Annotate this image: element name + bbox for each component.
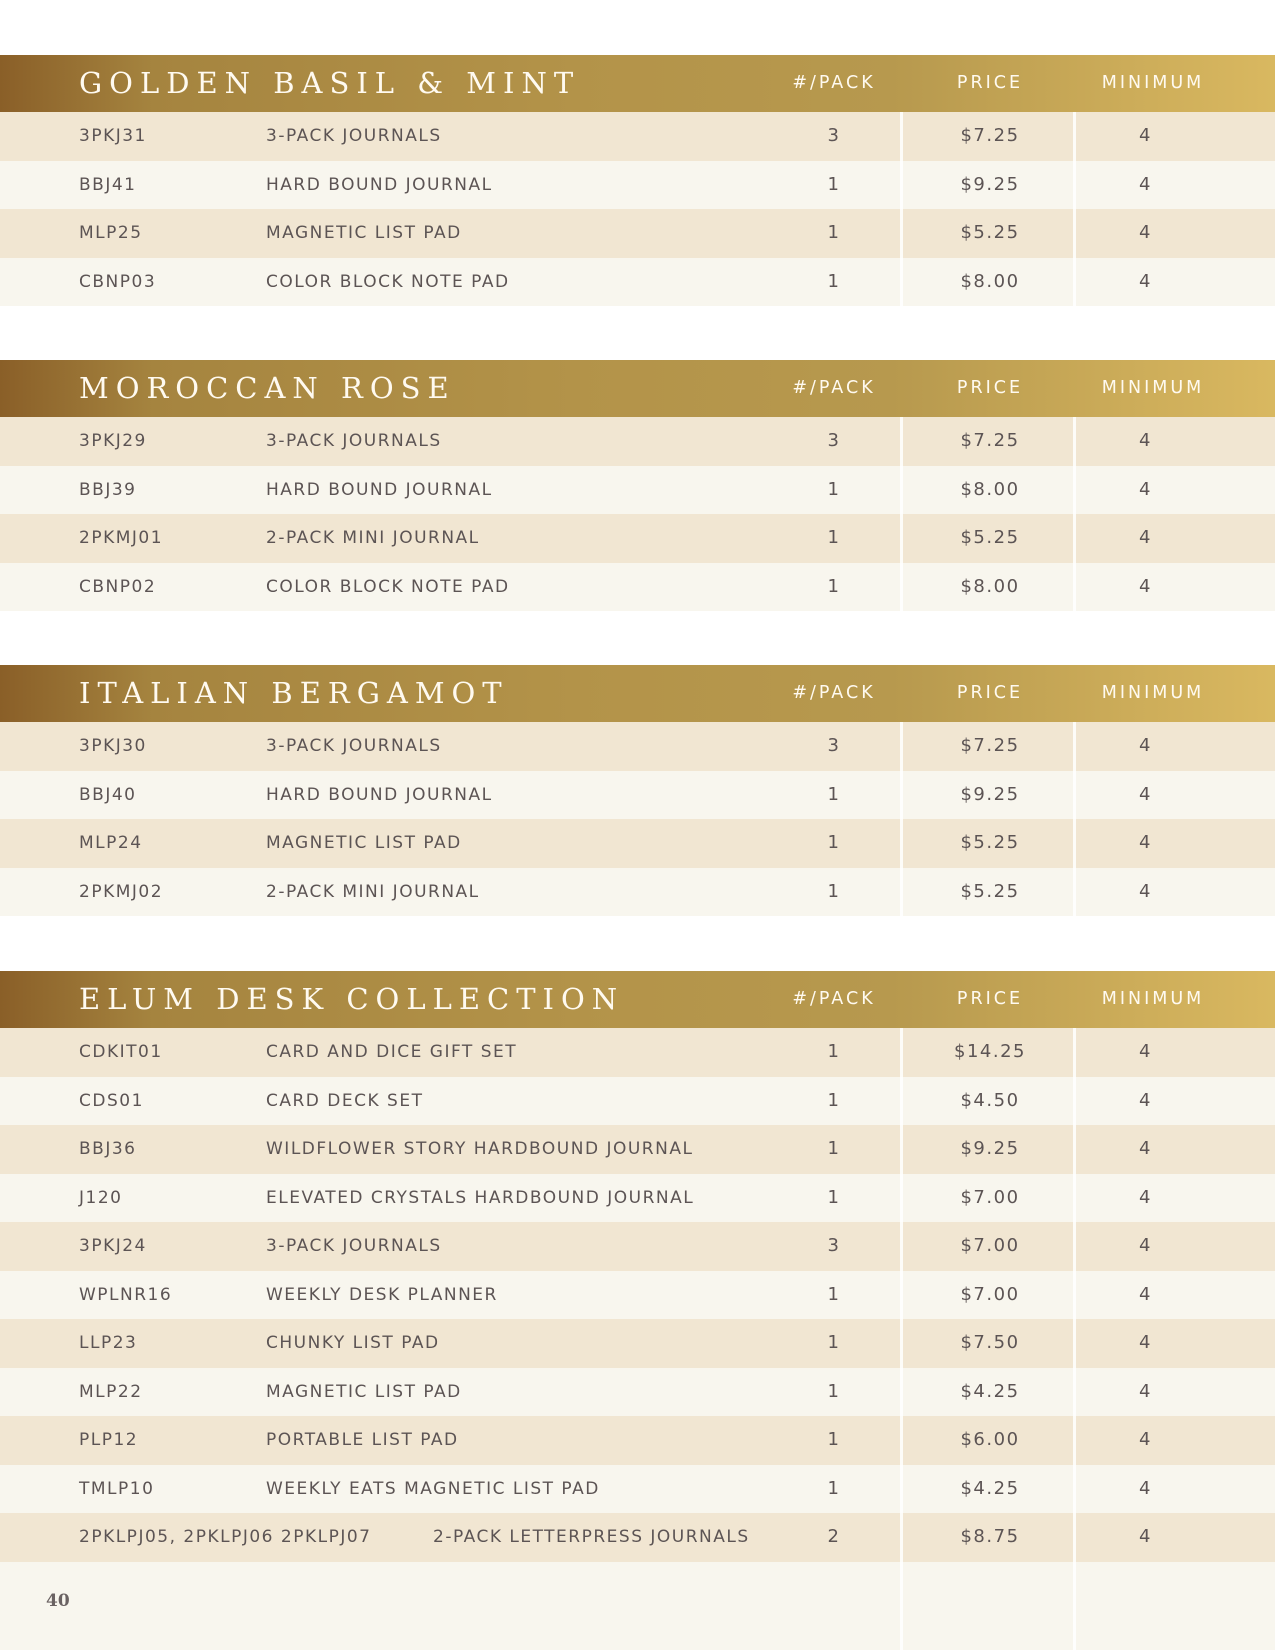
item-code: 2PKMJ01 <box>79 528 164 548</box>
column-divider <box>1073 1562 1076 1650</box>
column-divider <box>1073 112 1076 161</box>
item-code: 3PKJ29 <box>79 431 147 451</box>
column-divider <box>900 722 903 771</box>
item-minimum: 4 <box>1139 735 1152 756</box>
item-price: $9.25 <box>960 173 1020 195</box>
column-divider <box>1073 514 1076 563</box>
item-description: COLOR BLOCK NOTE PAD <box>266 576 510 597</box>
item-minimum: 4 <box>1139 1429 1152 1450</box>
item-price: $4.25 <box>960 1477 1020 1499</box>
item-price: $14.25 <box>954 1041 1026 1062</box>
item-pack: 1 <box>827 1138 841 1159</box>
table-row <box>0 1125 1275 1174</box>
item-minimum: 4 <box>1139 1186 1152 1208</box>
item-pack: 1 <box>827 880 841 902</box>
item-pack: 1 <box>827 1041 841 1062</box>
item-minimum: 4 <box>1139 832 1152 853</box>
table-row <box>0 1222 1275 1271</box>
item-description: 2-PACK MINI JOURNAL <box>266 881 480 902</box>
item-code: CBNP02 <box>79 576 157 597</box>
item-description: CHUNKY LIST PAD <box>266 1333 440 1353</box>
column-divider <box>1073 1174 1076 1223</box>
item-minimum: 4 <box>1139 1526 1152 1547</box>
column-divider <box>900 1368 903 1417</box>
item-minimum: 4 <box>1139 173 1152 195</box>
table-row <box>0 466 1275 515</box>
item-price: $7.00 <box>960 1235 1020 1256</box>
section-header <box>0 971 1275 1028</box>
column-header-pack: #/PACK <box>792 378 876 398</box>
item-description: 3-PACK JOURNALS <box>266 431 442 451</box>
item-description: PORTABLE LIST PAD <box>266 1430 459 1450</box>
column-divider <box>1073 1319 1076 1368</box>
item-code: BBJ40 <box>79 784 137 805</box>
column-divider <box>1073 819 1076 868</box>
item-price: $7.25 <box>960 430 1020 451</box>
column-divider <box>1073 1271 1076 1320</box>
item-pack: 1 <box>827 1332 841 1353</box>
table-row <box>0 1416 1275 1465</box>
column-header-minimum: MINIMUM <box>1101 989 1205 1009</box>
column-divider <box>900 209 903 258</box>
column-divider <box>1073 1368 1076 1417</box>
column-divider <box>1073 771 1076 820</box>
item-description: CARD AND DICE GIFT SET <box>266 1042 518 1062</box>
item-price: $6.00 <box>960 1429 1020 1450</box>
column-divider <box>1073 722 1076 771</box>
item-code: BBJ41 <box>79 174 137 195</box>
table-row <box>0 1319 1275 1368</box>
item-pack: 1 <box>827 222 841 243</box>
table-row <box>0 819 1275 868</box>
column-divider <box>900 1319 903 1368</box>
section-header <box>0 55 1275 112</box>
item-description: HARD BOUND JOURNAL <box>266 784 493 805</box>
item-pack: 3 <box>827 735 841 756</box>
column-divider <box>900 1271 903 1320</box>
item-description: MAGNETIC LIST PAD <box>266 223 462 243</box>
item-code: J120 <box>79 1187 123 1208</box>
item-minimum: 4 <box>1139 222 1152 243</box>
item-minimum: 4 <box>1139 1041 1152 1062</box>
section-header <box>0 665 1275 722</box>
item-minimum: 4 <box>1139 527 1152 548</box>
column-divider <box>1073 417 1076 466</box>
section-header <box>0 360 1275 417</box>
item-code: 2PKMJ02 <box>79 881 164 902</box>
item-code: 3PKJ30 <box>79 736 147 756</box>
column-divider <box>900 868 903 917</box>
item-code: 3PKJ31 <box>79 126 147 146</box>
table-row <box>0 417 1275 466</box>
item-description: 3-PACK JOURNALS <box>266 1236 442 1256</box>
column-divider <box>1073 563 1076 612</box>
table-row <box>0 771 1275 820</box>
column-divider <box>900 1174 903 1223</box>
table-row <box>0 112 1275 161</box>
item-minimum: 4 <box>1139 1235 1152 1256</box>
item-minimum: 4 <box>1139 1283 1152 1305</box>
item-description: WILDFLOWER STORY HARDBOUND JOURNAL <box>266 1139 694 1159</box>
item-pack: 1 <box>827 1283 841 1305</box>
item-pack: 3 <box>827 1235 841 1256</box>
item-price: $5.25 <box>960 222 1020 243</box>
section-title: ITALIAN BERGAMOT <box>79 676 509 710</box>
item-code: MLP22 <box>79 1381 143 1402</box>
item-minimum: 4 <box>1139 783 1152 805</box>
section-moroccan-rose <box>0 360 1275 611</box>
item-price: $8.75 <box>960 1526 1020 1547</box>
table-row <box>0 1028 1275 1077</box>
column-header-pack: #/PACK <box>792 989 876 1009</box>
item-minimum: 4 <box>1139 125 1152 146</box>
column-header-pack: #/PACK <box>792 683 876 703</box>
item-code: CDS01 <box>79 1090 144 1111</box>
item-description: MAGNETIC LIST PAD <box>266 833 462 853</box>
column-divider <box>1073 868 1076 917</box>
item-description: 3-PACK JOURNALS <box>266 126 442 146</box>
column-header-price: PRICE <box>956 378 1024 398</box>
column-divider <box>900 514 903 563</box>
item-price: $8.00 <box>960 270 1020 292</box>
column-divider <box>900 1125 903 1174</box>
item-pack: 1 <box>827 1089 841 1111</box>
column-divider <box>900 466 903 515</box>
item-description: MAGNETIC LIST PAD <box>266 1381 462 1402</box>
item-pack: 1 <box>827 1429 841 1450</box>
column-divider <box>1073 1077 1076 1126</box>
item-code: MLP25 <box>79 223 143 243</box>
item-price: $7.00 <box>960 1186 1020 1208</box>
table-row <box>0 1174 1275 1223</box>
item-price: $7.50 <box>960 1332 1020 1353</box>
item-pack: 1 <box>827 575 841 597</box>
column-divider <box>900 1028 903 1077</box>
item-minimum: 4 <box>1139 1138 1152 1159</box>
column-divider <box>900 1077 903 1126</box>
column-divider <box>900 1222 903 1271</box>
section-title: MOROCCAN ROSE <box>79 371 456 405</box>
item-pack: 1 <box>827 783 841 805</box>
table-footer-space <box>0 1562 1275 1650</box>
column-divider <box>1073 1465 1076 1514</box>
column-divider <box>900 1416 903 1465</box>
item-description: CARD DECK SET <box>266 1090 424 1111</box>
item-code: BBJ39 <box>79 479 137 500</box>
item-minimum: 4 <box>1139 880 1152 902</box>
column-header-price: PRICE <box>956 73 1024 93</box>
item-price: $7.25 <box>960 125 1020 146</box>
column-divider <box>900 417 903 466</box>
item-price: $8.00 <box>960 575 1020 597</box>
item-description: 3-PACK JOURNALS <box>266 736 442 756</box>
column-header-minimum: MINIMUM <box>1101 73 1205 93</box>
item-code: WPLNR16 <box>79 1284 173 1305</box>
item-pack: 1 <box>827 478 841 500</box>
section-golden-basil-mint <box>0 55 1275 306</box>
item-minimum: 4 <box>1139 270 1152 292</box>
section-title: ELUM DESK COLLECTION <box>79 982 625 1016</box>
column-divider <box>900 1562 903 1650</box>
item-price: $5.25 <box>960 880 1020 902</box>
item-description: 2-PACK LETTERPRESS JOURNALS <box>433 1527 750 1547</box>
column-divider <box>900 258 903 307</box>
item-pack: 1 <box>827 1186 841 1208</box>
item-price: $4.25 <box>960 1380 1020 1402</box>
table-row <box>0 258 1275 307</box>
item-description: HARD BOUND JOURNAL <box>266 174 493 195</box>
column-divider <box>900 563 903 612</box>
item-minimum: 4 <box>1139 575 1152 597</box>
table-row <box>0 563 1275 612</box>
item-code: CBNP03 <box>79 271 157 292</box>
item-description: ELEVATED CRYSTALS HARDBOUND JOURNAL <box>266 1187 695 1208</box>
item-code: PLP12 <box>79 1430 139 1450</box>
item-pack: 1 <box>827 527 841 548</box>
table-row <box>0 514 1275 563</box>
item-code: CDKIT01 <box>79 1042 163 1062</box>
column-header-price: PRICE <box>956 683 1024 703</box>
item-minimum: 4 <box>1139 1380 1152 1402</box>
item-code: BBJ36 <box>79 1139 137 1159</box>
column-divider <box>900 1513 903 1562</box>
column-header-minimum: MINIMUM <box>1101 683 1205 703</box>
item-pack: 3 <box>827 430 841 451</box>
table-row <box>0 1271 1275 1320</box>
item-code: LLP23 <box>79 1333 138 1353</box>
item-minimum: 4 <box>1139 478 1152 500</box>
section-title: GOLDEN BASIL & MINT <box>79 66 581 100</box>
item-code: 2PKLPJ05, 2PKLPJ06 2PKLPJ07 <box>79 1527 372 1547</box>
column-divider <box>900 1465 903 1514</box>
section-elum-desk-collection <box>0 971 1275 1650</box>
column-divider <box>1073 466 1076 515</box>
item-description: HARD BOUND JOURNAL <box>266 479 493 500</box>
table-row <box>0 722 1275 771</box>
table-row <box>0 161 1275 210</box>
item-minimum: 4 <box>1139 1089 1152 1111</box>
column-header-minimum: MINIMUM <box>1101 378 1205 398</box>
column-divider <box>1073 1222 1076 1271</box>
column-divider <box>1073 209 1076 258</box>
column-divider <box>1073 1125 1076 1174</box>
table-row <box>0 1465 1275 1514</box>
item-pack: 1 <box>827 1477 841 1499</box>
item-minimum: 4 <box>1139 1332 1152 1353</box>
page-number: 40 <box>46 1591 70 1611</box>
item-price: $5.25 <box>960 832 1020 853</box>
item-description: WEEKLY EATS MAGNETIC LIST PAD <box>266 1478 600 1499</box>
column-divider <box>1073 1028 1076 1077</box>
item-code: MLP24 <box>79 833 143 853</box>
item-code: TMLP10 <box>79 1478 155 1499</box>
item-minimum: 4 <box>1139 1477 1152 1499</box>
item-minimum: 4 <box>1139 430 1152 451</box>
item-price: $9.25 <box>960 783 1020 805</box>
table-row <box>0 1077 1275 1126</box>
item-price: $7.00 <box>960 1283 1020 1305</box>
column-divider <box>1073 161 1076 210</box>
column-divider <box>1073 1513 1076 1562</box>
item-pack: 2 <box>827 1526 841 1547</box>
column-divider <box>900 771 903 820</box>
column-header-pack: #/PACK <box>792 73 876 93</box>
table-row <box>0 868 1275 917</box>
column-divider <box>1073 258 1076 307</box>
item-pack: 1 <box>827 173 841 195</box>
item-price: $8.00 <box>960 478 1020 500</box>
item-price: $9.25 <box>960 1138 1020 1159</box>
section-italian-bergamot <box>0 665 1275 916</box>
item-description: 2-PACK MINI JOURNAL <box>266 528 480 548</box>
table-row <box>0 209 1275 258</box>
column-divider <box>900 819 903 868</box>
column-divider <box>900 112 903 161</box>
item-code: 3PKJ24 <box>79 1236 147 1256</box>
item-pack: 1 <box>827 270 841 292</box>
item-pack: 1 <box>827 832 841 853</box>
item-price: $7.25 <box>960 735 1020 756</box>
column-divider <box>1073 1416 1076 1465</box>
table-row <box>0 1513 1275 1562</box>
item-description: WEEKLY DESK PLANNER <box>266 1284 498 1305</box>
item-pack: 3 <box>827 125 841 146</box>
column-divider <box>900 161 903 210</box>
item-description: COLOR BLOCK NOTE PAD <box>266 271 510 292</box>
item-price: $5.25 <box>960 527 1020 548</box>
item-pack: 1 <box>827 1380 841 1402</box>
column-header-price: PRICE <box>956 989 1024 1009</box>
table-row <box>0 1368 1275 1417</box>
item-price: $4.50 <box>960 1089 1020 1111</box>
